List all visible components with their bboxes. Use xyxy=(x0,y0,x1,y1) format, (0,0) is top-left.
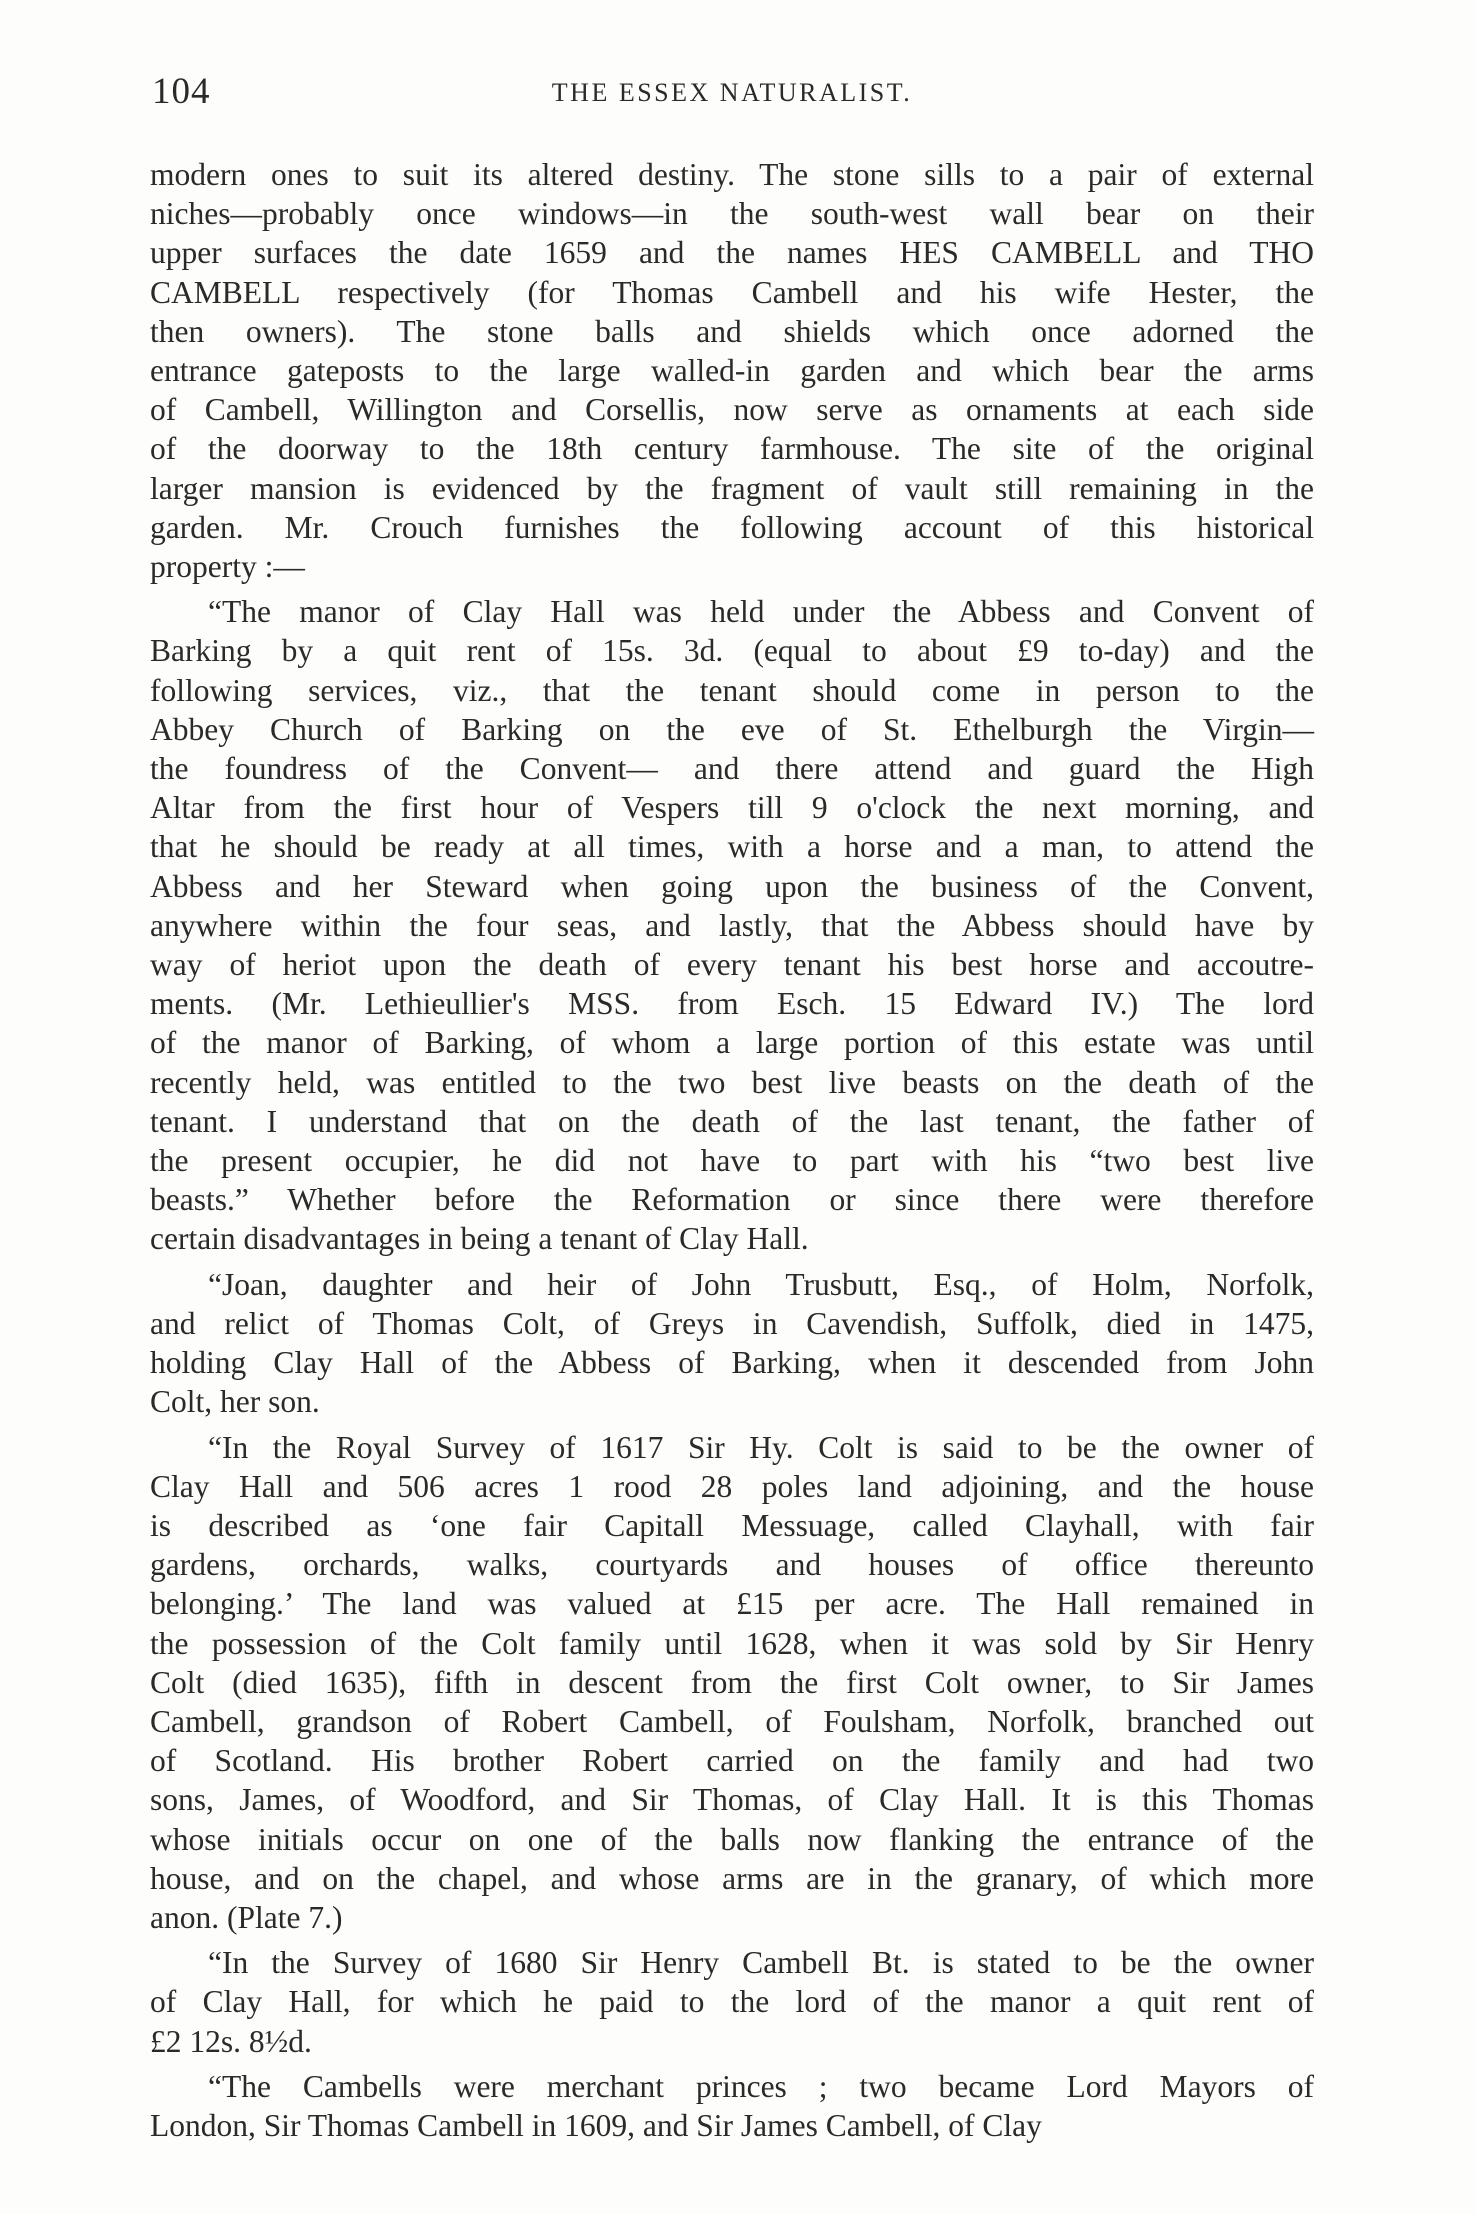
text-line: holding Clay Hall of the Abbess of Barking, when it descended from John xyxy=(150,1345,1314,1381)
text-line: larger mansion is evidenced by the fragment of vault still remaining in the xyxy=(150,470,1314,506)
page-header xyxy=(152,70,1312,120)
text-line: Colt, her son. xyxy=(150,1384,320,1420)
text-line: ments. (Mr. Lethieullier's MSS. from Esch. 15 Edward IV.) The lord xyxy=(150,986,1314,1022)
text-line: Colt (died 1635), fifth in descent from the first Colt owner, to Sir James xyxy=(150,1664,1314,1700)
text-line: recently held, was entitled to the two best live beasts on the death of the xyxy=(150,1064,1314,1100)
text-line: Altar from the first hour of Vespers till 9 o'clock the next morning, and xyxy=(150,790,1314,826)
text-line: the present occupier, he did not have to part with his “two best live xyxy=(150,1143,1314,1179)
text-line: sons, James, of Woodford, and Sir Thomas, of Clay Hall. It is this Thomas xyxy=(150,1782,1314,1818)
text-line: that he should be ready at all times, with a horse and a man, to attend the xyxy=(150,829,1314,865)
text-line: of the doorway to the 18th century farmhouse. The site of the original xyxy=(150,431,1314,467)
text-line: following services, viz., that the tenant should come in person to the xyxy=(150,672,1314,708)
text-line: Cambell, grandson of Robert Cambell, of Foulsham, Norfolk, branched out xyxy=(150,1703,1314,1739)
paragraph xyxy=(150,2067,1314,2145)
paragraph xyxy=(150,155,1314,586)
text-line: is described as ‘one fair Capitall Messuage, called Clayhall, with fair xyxy=(150,1507,1314,1543)
text-line: “Joan, daughter and heir of John Trusbutt, Esq., of Holm, Norfolk, xyxy=(208,1266,1314,1302)
text-line: tenant. I understand that on the death of the last tenant, the father of xyxy=(150,1103,1314,1139)
paragraph xyxy=(150,1428,1314,1938)
text-line: “The Cambells were merchant princes ; two became Lord Mayors of xyxy=(208,2068,1314,2104)
text-line: the possession of the Colt family until 1628, when it was sold by Sir Henry xyxy=(150,1625,1314,1661)
text-line: then owners). The stone balls and shields which once adorned the xyxy=(150,313,1314,349)
text-line: £2 12s. 8½d. xyxy=(150,2023,312,2059)
paragraph xyxy=(150,1943,1314,2061)
text-line: and relict of Thomas Colt, of Greys in Cavendish, Suffolk, died in 1475, xyxy=(150,1305,1314,1341)
text-line: of Scotland. His brother Robert carried on the family and had two xyxy=(150,1743,1314,1779)
text-line: property :— xyxy=(150,549,305,585)
text-line: entrance gateposts to the large walled-in garden and which bear the arms xyxy=(150,353,1314,389)
text-line: anon. (Plate 7.) xyxy=(150,1899,343,1935)
text-line: of the manor of Barking, of whom a large portion of this estate was until xyxy=(150,1025,1314,1061)
text-line: the foundress of the Convent— and there attend and guard the High xyxy=(150,751,1314,787)
text-line: way of heriot upon the death of every tenant his best horse and accoutre- xyxy=(150,947,1314,983)
text-line: CAMBELL respectively (for Thomas Cambell and his wife Hester, the xyxy=(150,274,1314,310)
text-line: “In the Royal Survey of 1617 Sir Hy. Colt is said to be the owner of xyxy=(208,1429,1314,1465)
body-text xyxy=(150,155,1314,2145)
text-line: Clay Hall and 506 acres 1 rood 28 poles land adjoining, and the house xyxy=(150,1468,1314,1504)
text-line: Barking by a quit rent of 15s. 3d. (equal to about £9 to-day) and the xyxy=(150,633,1314,669)
text-line: of Clay Hall, for which he paid to the lord of the manor a quit rent of xyxy=(150,1984,1314,2020)
text-line: of Cambell, Willington and Corsellis, now serve as ornaments at each side xyxy=(150,392,1314,428)
text-line: anywhere within the four seas, and lastly, that the Abbess should have by xyxy=(150,907,1314,943)
text-line: modern ones to suit its altered destiny. The stone sills to a pair of external xyxy=(150,157,1314,192)
text-line: garden. Mr. Crouch furnishes the following account of this historical xyxy=(150,509,1314,545)
text-line: upper surfaces the date 1659 and the names HES CAMBELL and THO xyxy=(150,235,1314,271)
text-line: house, and on the chapel, and whose arms are in the granary, of which more xyxy=(150,1860,1314,1896)
text-line: “The manor of Clay Hall was held under the Abbess and Convent of xyxy=(208,594,1314,630)
running-head: THE ESSEX NATURALIST. xyxy=(551,78,913,107)
text-line: Abbey Church of Barking on the eve of St. Ethelburgh the Virgin— xyxy=(150,711,1314,747)
text-line: beasts.” Whether before the Reformation or since there were therefore xyxy=(150,1182,1314,1218)
text-line: Abbess and her Steward when going upon the business of the Convent, xyxy=(150,868,1314,904)
paragraph xyxy=(150,592,1314,1258)
text-line: London, Sir Thomas Cambell in 1609, and Sir James Cambell, of Clay xyxy=(150,2107,1042,2143)
text-line: belonging.’ The land was valued at £15 per acre. The Hall remained in xyxy=(150,1586,1314,1622)
text-line: “In the Survey of 1680 Sir Henry Cambell Bt. is stated to be the owner xyxy=(208,1945,1314,1981)
paragraph xyxy=(150,1265,1314,1422)
text-line: whose initials occur on one of the balls now flanking the entrance of the xyxy=(150,1821,1314,1857)
text-line: gardens, orchards, walks, courtyards and houses of office thereunto xyxy=(150,1547,1314,1583)
text-line: certain disadvantages in being a tenant of Clay Hall. xyxy=(150,1221,809,1257)
text-line: niches—probably once windows—in the south-west wall bear on their xyxy=(150,196,1314,232)
page-number: 104 xyxy=(152,71,211,112)
